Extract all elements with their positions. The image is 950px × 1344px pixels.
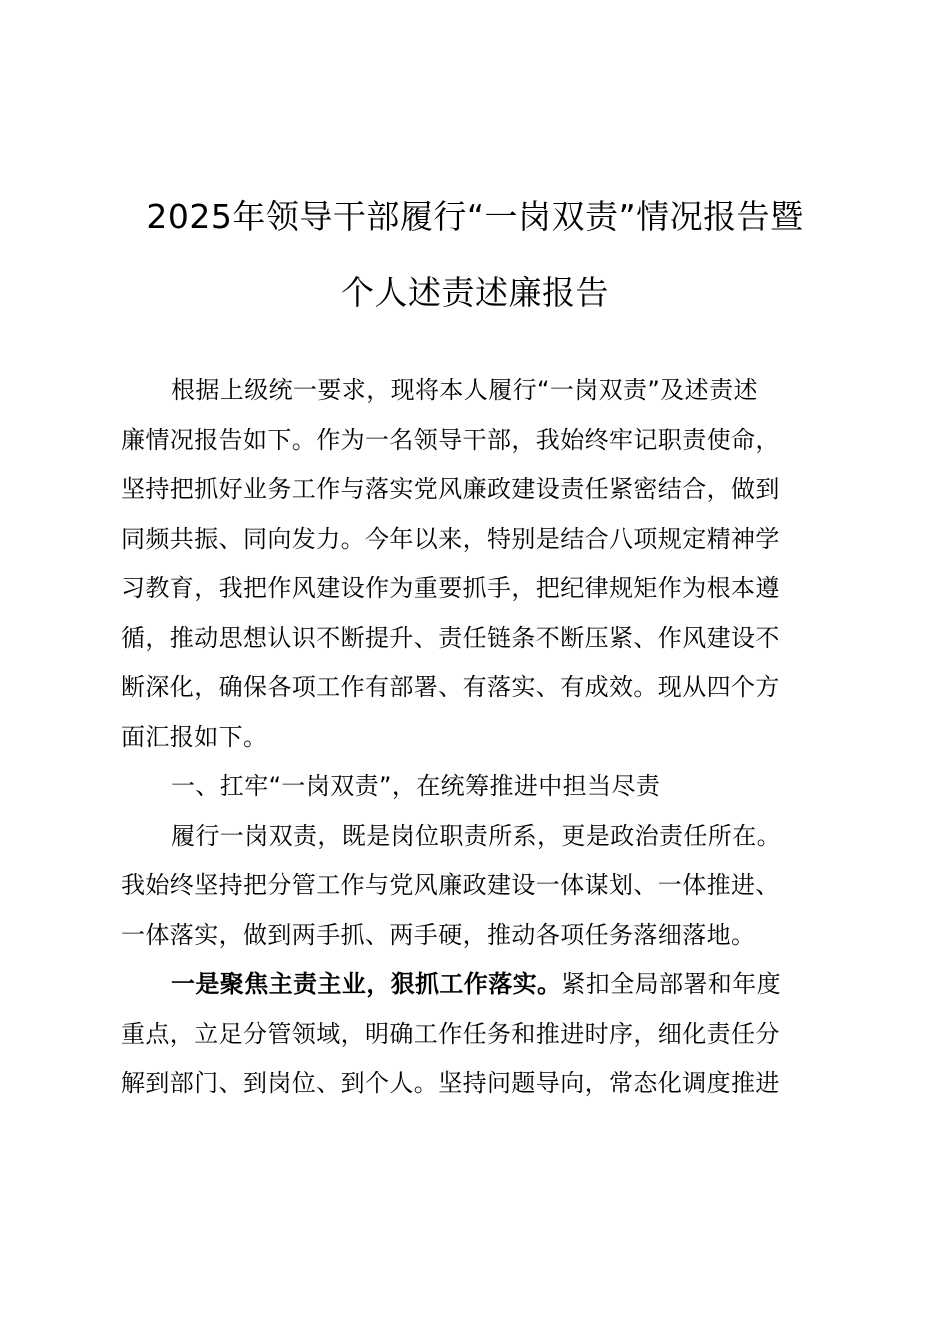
paragraph-intro-line: 循，推动思想认识不断提升、责任链条不断压紧、作风建设不	[121, 623, 780, 652]
paragraph-intro-line: 坚持把抓好业务工作与落实党风廉政建设责任紧密结合，做到	[121, 475, 780, 503]
paragraph-intro-line: 同频共振、同向发力。今年以来，特别是结合八项规定精神学	[121, 524, 780, 553]
paragraph-3-line: 重点，立足分管领域，明确工作任务和推进时序，细化责任分	[121, 1019, 780, 1048]
document-title-line-1: 2025年领导干部履行“一岗双责”情况报告暨	[146, 197, 804, 236]
document-body	[121, 366, 821, 1109]
paragraph-2-line: 一体落实，做到两手抓、两手硬，推动各项任务落细落地。	[121, 920, 756, 949]
paragraph-intro-line: 廉情况报告如下。作为一名领导干部，我始终牢记职责使命，	[121, 425, 780, 454]
paragraph-intro-line: 根据上级统一要求，现将本人履行“一岗双责”及述责述	[171, 376, 758, 404]
paragraph-3-line	[121, 960, 821, 1010]
point-one-heading: 一是聚焦主责主业，狠抓工作落实。	[171, 970, 562, 998]
paragraph-intro-line: 习教育，我把作风建设作为重要抓手，把纪律规矩作为根本遵	[121, 574, 780, 602]
paragraph-intro-line: 断深化，确保各项工作有部署、有落实、有成效。现从四个方	[121, 673, 780, 701]
paragraph-2-line: 我始终坚持把分管工作与党风廉政建设一体谋划、一体推进、	[121, 871, 780, 899]
paragraph-2-line: 履行一岗双责，既是岗位职责所系，更是政治责任所在。	[171, 821, 781, 850]
section-heading-1: 一、扛牢“一岗双责”，在统筹推进中担当尽责	[171, 772, 661, 800]
document-title-line-2: 个人述责述廉报告	[341, 273, 609, 312]
paragraph-intro-line: 面汇报如下。	[121, 722, 268, 751]
paragraph-3-text: 紧扣全局部署和年度	[561, 970, 782, 998]
paragraph-3-line: 解到部门、到岗位、到个人。坚持问题导向，常态化调度推进	[121, 1069, 780, 1097]
